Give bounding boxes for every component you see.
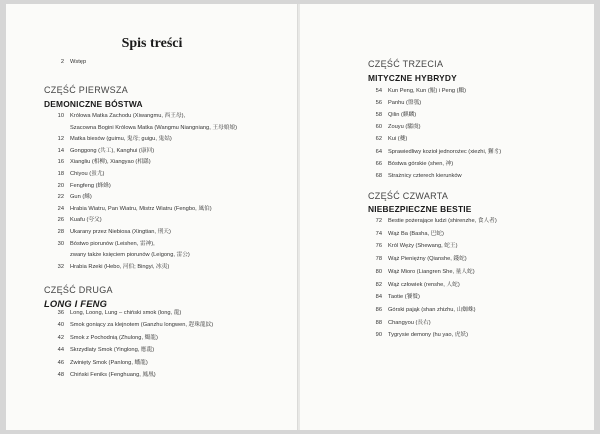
part-two-subtitle: LONG I FENG xyxy=(44,298,108,309)
toc-entry-label: Matka biesów (guimu, 鬼母; guigu, 鬼姑) xyxy=(70,136,172,143)
toc-page-number: 30 xyxy=(57,240,64,247)
toc-page-number: 32 xyxy=(57,263,64,270)
toc-entry-label: Wąż Ba (Basha, 巴蛇) xyxy=(388,230,444,237)
toc-entry-label: Sprawiedliwy kozioł jednorożec (xiezhi, 獬豸) xyxy=(388,148,502,155)
toc-entry-label: Bóstwa górskie (shen, 神) xyxy=(388,160,454,167)
toc-entry-label: Kun Peng, Kun (鯤) i Peng (鵬) xyxy=(388,88,467,94)
toc-page-number: 2 xyxy=(60,59,64,65)
toc-page-number: 22 xyxy=(57,194,64,201)
toc-page-number: 28 xyxy=(57,229,64,235)
toc-entry-label: Bóstwo piorunów (Leishen, 雷神), xyxy=(70,240,155,247)
toc-page-number: 46 xyxy=(57,359,64,366)
toc-page-number: 56 xyxy=(375,100,382,107)
toc-entry-label: Kuafu (夸父) xyxy=(70,217,102,224)
toc-entry-label: Fengfeng (蜂蜂) xyxy=(70,182,111,189)
toc-page-number: 72 xyxy=(375,218,382,224)
toc-page-number: 80 xyxy=(375,268,382,275)
toc-page-number: 20 xyxy=(57,182,64,189)
toc-entry-label: Xiangliu (相柳), Xiangyao (相繇) xyxy=(70,159,151,166)
toc-entry-label: Szacowna Bogini Królowa Matka (Wangmu Niangniang, 王母娘娘) xyxy=(70,124,238,131)
part-one-subtitle: DEMONICZNE BÓSTWA xyxy=(44,99,143,109)
page-title: Spis treści xyxy=(121,36,183,51)
toc-entry-label: Chiński Feniks (Fenghuang, 鳳凰) xyxy=(70,372,156,378)
toc-entry-label: Skrzydlaty Smok (Yinglong, 應龍) xyxy=(70,347,155,354)
toc-page-number: 48 xyxy=(57,372,64,378)
toc-entry-label: Tygrysie demony (hu yao, 虎妖) xyxy=(388,332,468,339)
part-three-subtitle: MITYCZNE HYBRYDY xyxy=(368,73,457,83)
toc-entry-label: Królowa Matka Zachodu (Xiwangmu, 西王母), xyxy=(70,113,186,119)
toc-entry-label: Kui (夔) xyxy=(388,136,408,143)
toc-page-number: 84 xyxy=(375,294,382,301)
toc-entry-label: Wstęp xyxy=(70,59,87,65)
toc-entry-label: Chiyou (蚩尤) xyxy=(70,171,105,177)
toc-page-number: 44 xyxy=(57,347,64,354)
part-one-heading: CZĘŚĆ PIERWSZA xyxy=(44,85,129,95)
toc-entry-label: Bestie pożerające ludzi (shirenzhe, 食人者) xyxy=(388,218,497,224)
toc-entry-label: Król Węży (Shewang, 蛇王) xyxy=(388,243,458,250)
toc-page-number: 88 xyxy=(375,319,382,326)
toc-entry-label: Górski pająk (shan zhizhu, 山蜘蛛) xyxy=(388,306,476,313)
toc-page-number: 76 xyxy=(375,243,382,250)
toc-page-number: 42 xyxy=(57,334,64,341)
toc-entry-label: Wąż człowiek (renshe, 人蛇) xyxy=(388,281,460,288)
toc-entry-label: Wąż Mioro (Liangren She, 量人蛇) xyxy=(388,268,475,275)
toc-page-number: 24 xyxy=(57,205,64,212)
toc-entry-label: Gonggong (共工), Kanghui (康回) xyxy=(70,147,155,154)
part-two-heading: CZĘŚĆ DRUGA xyxy=(44,285,113,295)
toc-entry-label: Smok z Pochodnią (Zhulong, 燭龍) xyxy=(70,334,158,341)
left-page xyxy=(6,4,298,430)
part-three-heading: CZĘŚĆ TRZECIA xyxy=(368,59,444,69)
toc-entry-label: Ukarany przez Niebiosa (Xingtian, 刑天) xyxy=(70,229,171,235)
toc-page-number: 68 xyxy=(375,172,382,179)
toc-page-number: 10 xyxy=(57,113,64,119)
toc-page-number: 74 xyxy=(375,230,382,237)
toc-entry-label: Qilin (麒麟) xyxy=(388,112,417,119)
toc-page-number: 62 xyxy=(375,136,382,143)
toc-entry-label: Hrabia Rzeki (Hebo, 河伯; Bingyi, 冰夷) xyxy=(70,263,170,270)
toc-entry-label: Long, Loong, Lung – chiński smok (long, 龍) xyxy=(70,310,182,316)
part-four-heading: CZĘŚĆ CZWARTA xyxy=(368,191,449,201)
toc-entry-label: Smok goniący za klejnotem (Ganzhu longwen, 趕珠龍紋) xyxy=(70,322,214,329)
toc-entry-intro[interactable] xyxy=(44,56,284,68)
toc-page-number: 82 xyxy=(375,281,382,288)
toc-entry-label: Hrabia Wiatru, Pan Wiatru, Mistrz Wiatru (Fengbo, 風伯) xyxy=(70,205,212,212)
toc-entry-label: Zwinięty Smok (Panlong, 蟠龍) xyxy=(70,359,148,366)
toc-entry-label: Panhu (盤瓠) xyxy=(388,100,422,107)
toc-entry-label: Wąż Pieniężny (Qianshe, 錢蛇) xyxy=(388,256,467,263)
toc-page-number: 16 xyxy=(57,159,64,166)
toc-page-number: 58 xyxy=(375,112,382,119)
toc-page-number: 90 xyxy=(375,332,382,339)
toc-page-number: 36 xyxy=(57,310,64,316)
toc-page-number: 40 xyxy=(57,322,64,329)
toc-page-number: 66 xyxy=(375,160,382,167)
toc-entry-label: Strażnicy czterech kierunków xyxy=(388,172,462,179)
toc-page-number: 86 xyxy=(375,306,382,313)
toc-page-number: 64 xyxy=(375,148,382,155)
toc-entry-label: Zouyu (騶虞) xyxy=(388,124,421,131)
toc-entry-label: zwany także księciem piorunów (Leigong, 雷公) xyxy=(70,252,190,259)
toc-page-number: 60 xyxy=(375,124,382,131)
toc-entry-label: Taotie (饕餮) xyxy=(388,294,420,301)
toc-page-number: 14 xyxy=(57,147,64,154)
part-four-subtitle: NIEBEZPIECZNE BESTIE xyxy=(368,204,472,214)
toc-page-number: 12 xyxy=(57,136,64,143)
toc-page-number: 26 xyxy=(57,217,64,224)
toc-entry-label: Gun (鯀) xyxy=(70,194,92,201)
right-page xyxy=(300,4,594,430)
toc-page-number: 54 xyxy=(375,88,382,94)
toc-page-number: 18 xyxy=(57,171,64,177)
toc-entry-label: Changyou (長右) xyxy=(388,319,431,326)
toc-page-number: 78 xyxy=(375,256,382,263)
